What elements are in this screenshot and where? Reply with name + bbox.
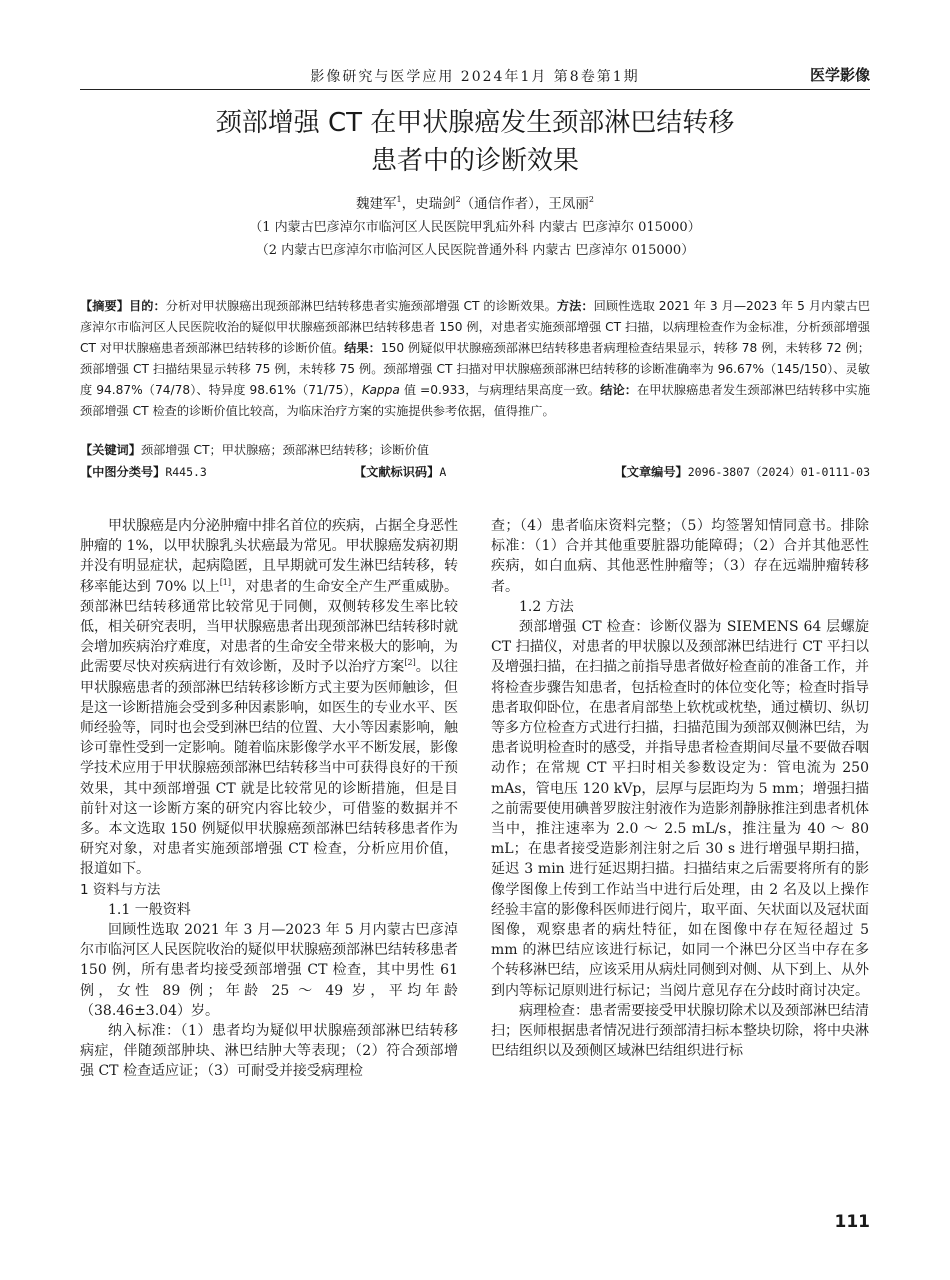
paragraph-text: 。以往甲状腺癌患者的颈部淋巴结转移诊断方式主要为医师触诊，但是这一诊断措施会受到多种因素影响，如医生的专业水平、医师经验等，同时也会受到淋巴结的位置、大小等因素影响，触诊可靠性受到一定影响。随着临床影像学水平不断发展，影像学技术应用于甲状腺癌颈部淋巴结转移当中可获得良好的干预效果，其中颈部增强 CT 就是比较常见的诊断措施，但是目前针对这一诊断方案的研究内容比较少，可借鉴的数据并不多。本文选取 150 例疑似甲状腺癌颈部淋巴结转移患者作为研究对象，对患者实施颈部增强 CT 检查，分析应用价值，报道如下。 <box>80 659 459 878</box>
corresponding-note: （通信作者） <box>460 196 535 212</box>
page-number: 111 <box>834 1212 870 1232</box>
section-heading-1: 1 资料与方法 <box>80 881 161 898</box>
article-number-value: 2096-3807（2024）01-0111-03 <box>687 465 870 479</box>
abstract <box>80 296 870 422</box>
body-paragraph: 颈部增强 CT 检查：诊断仪器为 SIEMENS 64 层螺旋 CT 扫描仪，对患者的甲状腺以及颈部淋巴结进行 CT 平扫以及增强扫描，在扫描之前指导患者做好检查前的准备工作，并将检查步骤告知患者，包括检查时的体位变化等；检查时指导患者取仰卧位，在患者肩部垫上软枕或枕垫，通过横切、纵切等多方位检查方式进行扫描，扫描范围为颈部双侧淋巴结，为患者说明检查时的感受，并指导患者检查期间尽量不要做吞咽动作；在常规 CT 平扫时相关参数设定为：管电流为 250 mAs，管电压 120 kVp，层厚与层距均为 5 mm；增强扫描之前需要使用碘普罗胺注射液作为造影剂静脉推注到患者机体当中，推注速率为 2.0 ～ 2.5 mL/s，推注量为 40 ～ 80 mL；在患者接受造影剂注射之后 30 s 进行增强早期扫描，延迟 3 min 进行延迟期扫描。扫描结束之后需要将所有的影像学图像上传到工作站当中进行后处理，由 2 名及以上操作经验丰富的影像科医师进行阅片，取平面、矢状面以及冠状面图像，观察患者的病灶特征，如在图像中存在短径超过 5 mm 的淋巴结应该进行标记，如同一个淋巴分区当中存在多个转移淋巴结，应该采用从病灶同侧到对侧、从下到上、从外到内等标记原则进行标记；当阅片意见存在分歧时商讨决定。 <box>491 619 869 999</box>
keywords-text: 颈部增强 CT；甲状腺癌；颈部淋巴结转移；诊断价值 <box>140 443 429 457</box>
objective-text: 分析对甲状腺癌出现颈部淋巴结转移患者实施颈部增强 CT 的诊断效果。 <box>165 299 557 313</box>
author-1-affil: 1 <box>396 195 402 204</box>
paragraph-text: ，对患者的生命安全产生严重威胁。颈部淋巴结转移通常比较常见于同侧，双侧转移发生率比较低，相关研究表明，当甲状腺癌患者出现颈部淋巴结转移时就会增加疾病治疗难度，对患者的生命安全带来极大的影响，为此需要尽快对疾病进行有效诊断，及时予以治疗方案 <box>80 578 458 676</box>
kappa-term: Kappa <box>361 383 400 397</box>
author-1: 魏建军 <box>355 196 397 212</box>
section-label: 医学影像 <box>809 66 870 84</box>
clc-block <box>80 465 207 479</box>
body-paragraph: 纳入标准：（1）患者均为疑似甲状腺癌颈部淋巴结转移病症，伴随颈部肿块、淋巴结肿大等表现；（2）符合颈部增强 CT 检查适应证；（3）可耐受并接受病理检 <box>80 1023 458 1080</box>
author-2-affil: 2 <box>455 195 461 204</box>
citation-2: [2] <box>404 658 416 668</box>
article-number-label: 【文章编号】 <box>614 465 688 479</box>
keywords <box>80 440 870 461</box>
body-column-left <box>80 516 458 1082</box>
body-paragraph: 查；（4）患者临床资料完整；（5）均签署知情同意书。排除标准：（1）合并其他重要脏器功能障碍；（2）合并其他恶性疾病，如白血病、其他恶性肿瘤等；（3）存在远端肿瘤转移者。 <box>491 518 869 595</box>
author-3: 王凤丽 <box>548 196 589 212</box>
subsection-heading-1-2: 1.2 方法 <box>519 598 574 615</box>
author-3-affil: 2 <box>588 195 595 204</box>
article-number-block <box>615 462 870 483</box>
clc-value: R445.3 <box>165 465 207 479</box>
body-paragraph <box>80 516 458 880</box>
title-line-2: 患者中的诊断效果 <box>370 146 579 176</box>
affiliation-1: （1 内蒙古巴彦淖尔市临河区人民医院甲乳疝外科 内蒙古 巴彦淖尔 015000） <box>249 220 701 235</box>
doc-code-block <box>354 462 446 483</box>
paragraph-text: 甲状腺癌是内分泌肿瘤中排名首位的疾病，占据全身恶性肿瘤的 1%，以甲状腺乳头状癌最为常见。甲状腺癌发病初期并没有明显症状，起病隐匿，且早期就可发生淋巴结转移，转移率能达到 70% 以上 <box>80 518 458 595</box>
conclusion-text: 在甲状腺癌患者发生颈部淋巴结转移中实施颈部增强 CT 检查的诊断价值比较高，为临床治疗方案的实施提供参考依据，值得推广。 <box>80 383 871 418</box>
conclusion-label: 结论： <box>600 383 637 397</box>
result-text: 150 例疑似甲状腺癌颈部淋巴结转移患者病理检查结果显示，转移 78 例，未转移 72 例；颈部增强 CT 扫描结果显示转移 75 例，未转移 75 例。颈部增强 CT 扫描对甲状腺癌颈部淋巴结转移的诊断准确率为 96.67%（145/150）、灵敏度 94.87%（74/78）、特异度 98.61%（71/75）， <box>80 341 870 397</box>
citation-1: [1] <box>219 577 232 587</box>
journal-info: 影像研究与医学应用 2024年1月 第8卷第1期 <box>310 69 640 85</box>
method-label: 方法： <box>556 299 594 313</box>
subsection-heading-1-1: 1.1 一般资料 <box>108 901 191 918</box>
keywords-label: 【关键词】 <box>80 443 141 457</box>
article-title <box>80 104 870 180</box>
result-text-cont: 值 =0.933，与病理结果高度一致。 <box>399 383 601 397</box>
doc-code-label: 【文献标识码】 <box>354 465 440 479</box>
body-paragraph: 病理检查：患者需要接受甲状腺切除术以及颈部淋巴结清扫；医师根据患者情况进行颈部清扫标本整块切除，将中央淋巴结组织以及颈侧区域淋巴结组织进行标 <box>491 1002 869 1060</box>
author-2: 史瑞剑 <box>415 196 456 212</box>
doc-code-value: A <box>439 465 447 479</box>
result-label: 结果： <box>344 341 381 355</box>
abstract-label: 【摘要】 <box>80 299 129 313</box>
author-separator: ， <box>534 196 549 212</box>
title-line-1: 颈部增强 CT 在甲状腺癌发生颈部淋巴结转移 <box>215 108 735 138</box>
author-separator: ， <box>401 196 416 212</box>
body-paragraph: 回顾性选取 2021 年 3 月—2023 年 5 月内蒙古巴彦淖尔市临河区人民医院收治的疑似甲状腺癌颈部淋巴结转移患者 150 例，所有患者均接受颈部增强 CT 检查，其中男性 61 例，女性 89 例；年龄 25 ～ 49 岁，平均年龄（38.46±3.04）岁。 <box>80 922 458 1019</box>
method-text: 回顾性选取 2021 年 3 月—2023 年 5 月内蒙古巴彦淖尔市临河区人民医院收治的疑似甲状腺癌颈部淋巴结转移患者 150 例，对患者实施颈部增强 CT 扫描，以病理检查作为金标准，分析颈部增强 CT 对甲状腺癌患者颈部淋巴结转移的诊断价值。 <box>80 299 871 355</box>
affiliation-2: （2 内蒙古巴彦淖尔市临河区人民医院普通外科 内蒙古 巴彦淖尔 015000） <box>255 243 695 258</box>
classification-line <box>80 462 870 483</box>
clc-label: 【中图分类号】 <box>80 465 166 479</box>
running-header <box>80 62 870 90</box>
header-divider <box>80 89 870 90</box>
body-column-right <box>491 516 869 1061</box>
author-list <box>80 193 870 215</box>
objective-label: 目的： <box>128 299 166 313</box>
